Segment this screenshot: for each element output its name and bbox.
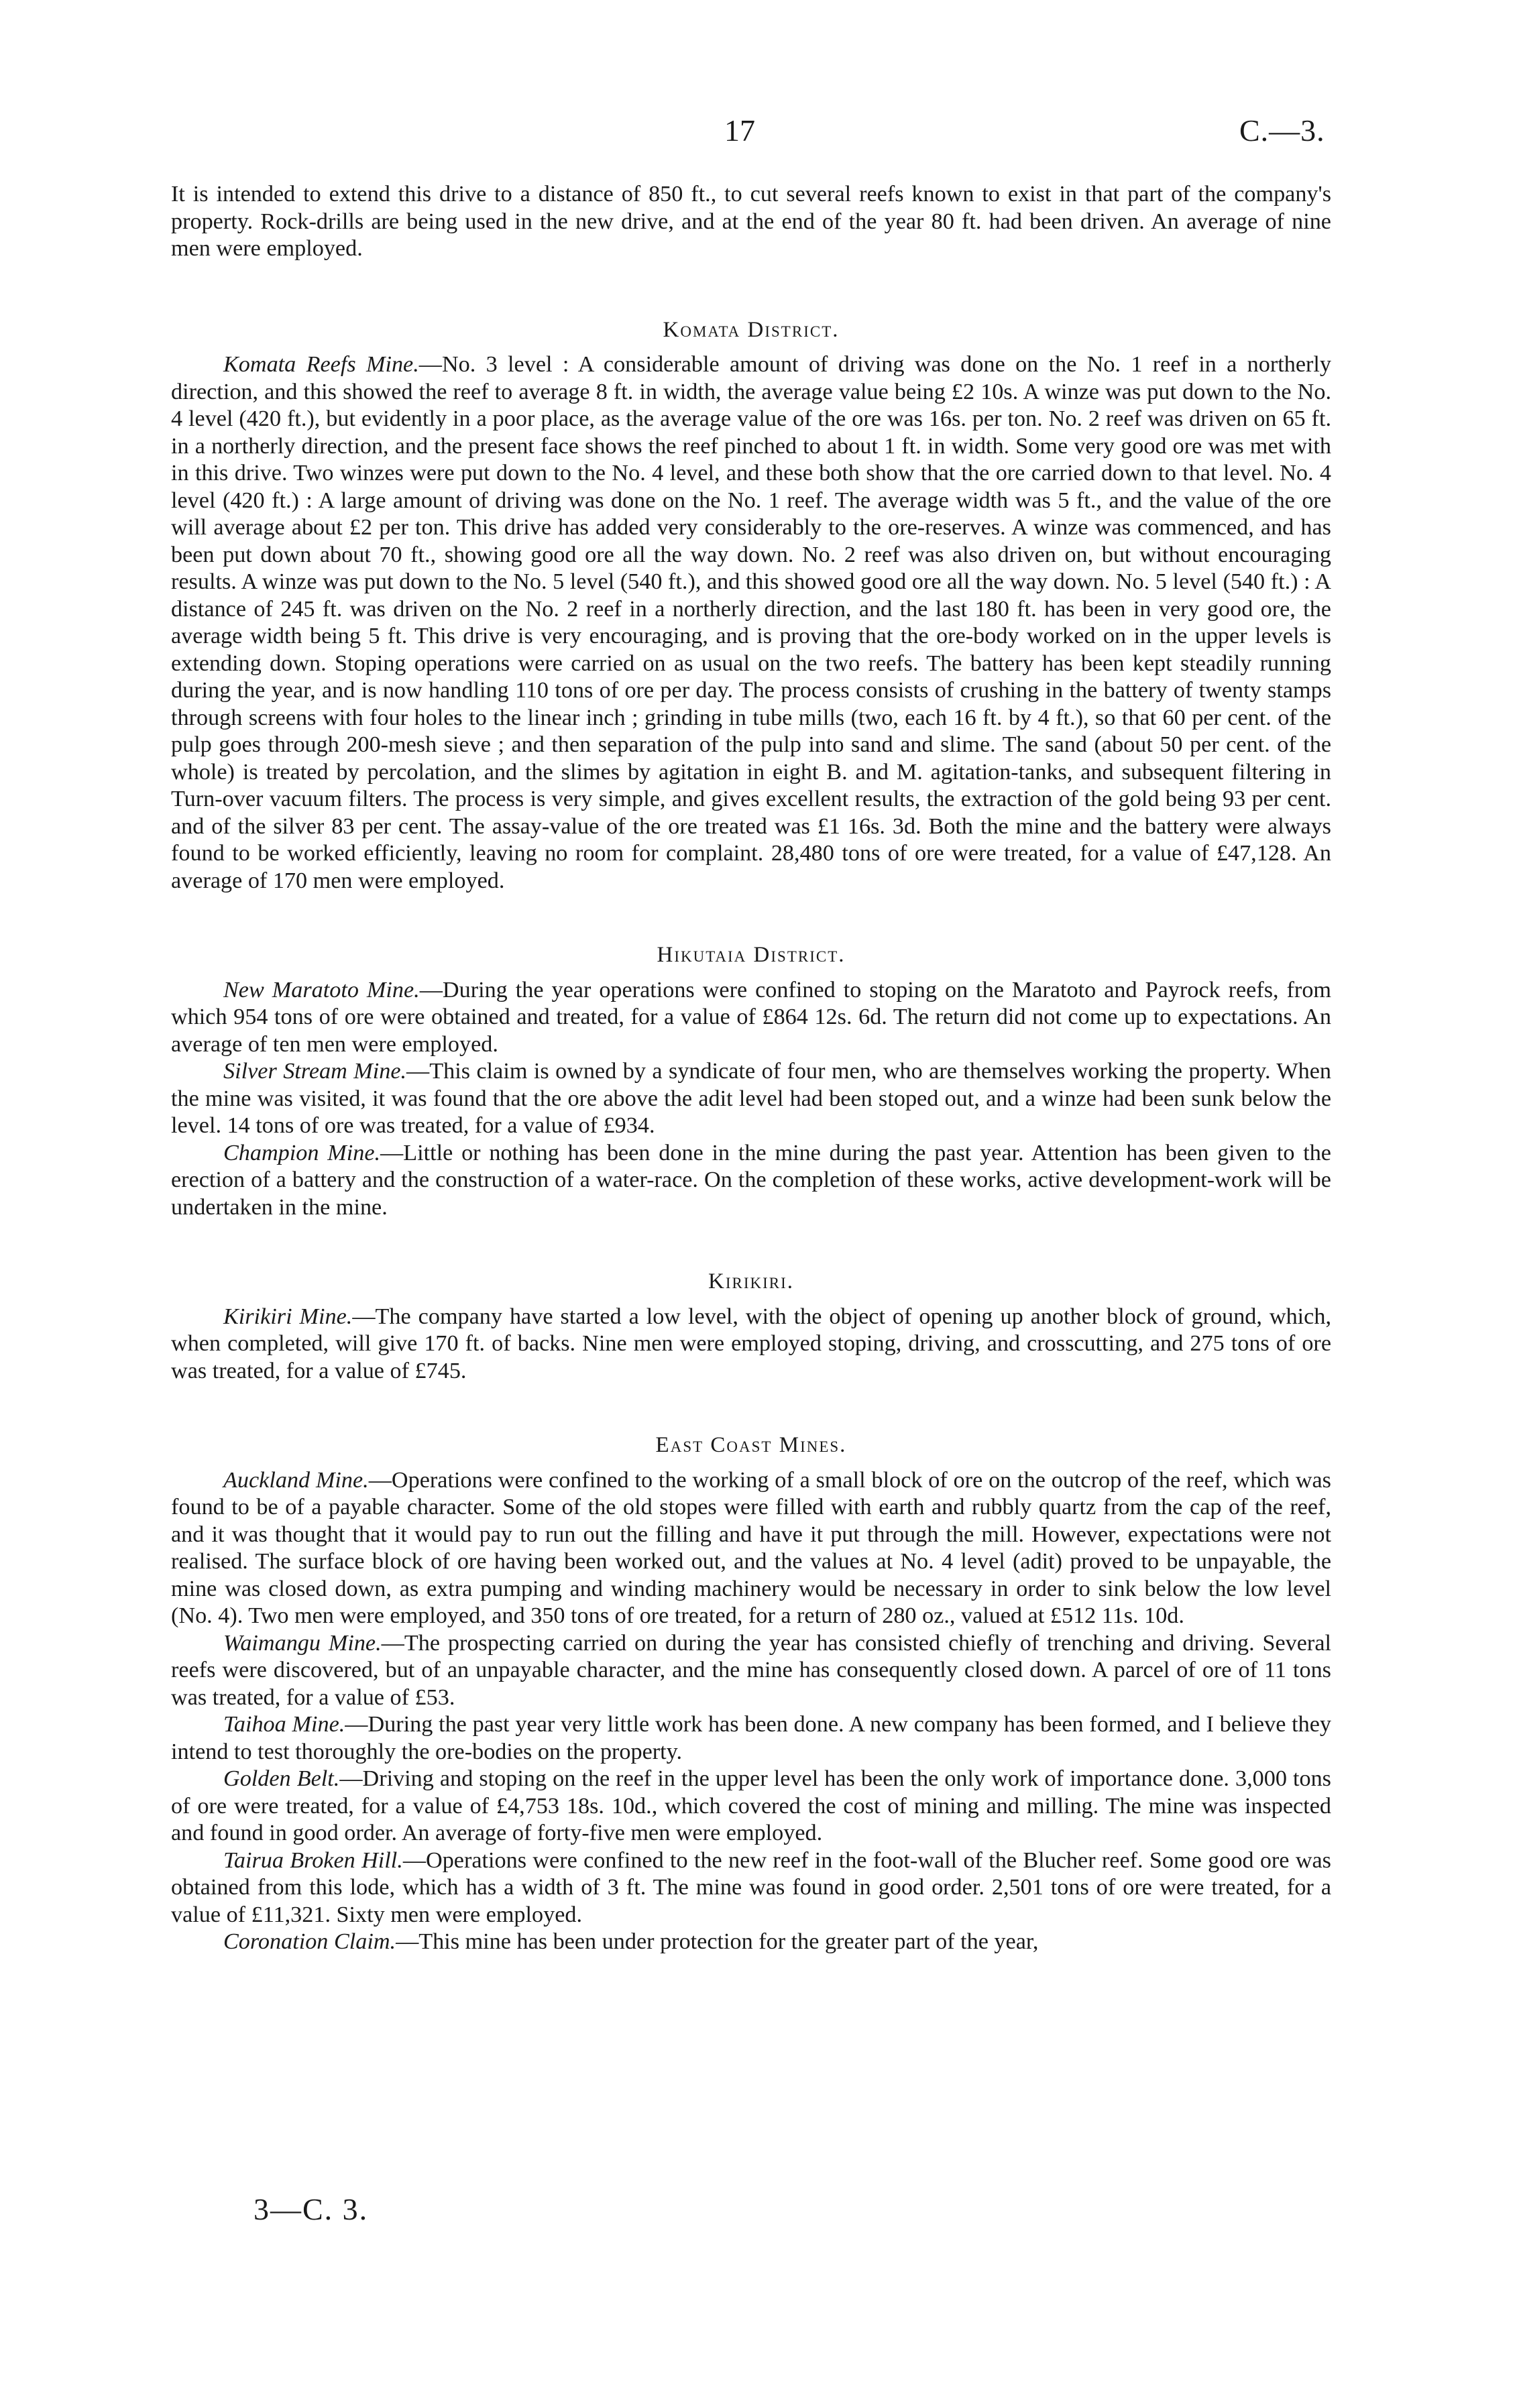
paragraph-tairua	[171, 1847, 1331, 1929]
paragraph-coronation	[171, 1929, 1331, 1956]
paragraph-waimangu	[171, 1630, 1331, 1712]
paragraph-text: —Operations were confined to the working of a small block of ore on the outcrop of the reef, which was found to be of a payable character. Some of the old stopes were filled with earth and rubbly quartz from the cap of the reef, and it was thought that it would pay to run out the filling and have it put through the mill. However, expectations were not realised. The surface block of ore having been worked out, and the values at No. 4 level (adit) proved to be unpayable, the mine was closed down, as extra pumping and winding machinery would be necessary in order to sink below the low level (No. 4). Two men were employed, and 350 tons of ore treated, for a return of 280 oz., valued at £512 11s. 10d.	[171, 1467, 1331, 1628]
paragraph-silver-stream	[171, 1058, 1331, 1140]
paragraph-text: —The company have started a low level, with the object of opening up another block of ground, which, when completed, will give 170 ft. of backs. Nine men were employed stoping, driving, and crosscutting, and 275 tons of ore was treated, for a value of £745.	[171, 1304, 1332, 1383]
paragraph-text: —Operations were confined to the new reef in the foot-wall of the Blucher reef. Some good ore was obtained from this lode, which has a width of 3 ft. The mine was found in good order. 2,501 tons of ore were treated, for a value of £11,321. Sixty men were employed.	[171, 1847, 1331, 1927]
paragraph-text: —During the year operations were confined to stoping on the Maratoto and Payrock reefs, from which 954 tons of ore were obtained and treated, for a value of £864 12s. 6d. The return did not come up to expectations. An average of ten men were employed.	[171, 977, 1332, 1057]
section-heading-hikutaia: Hikutaia District.	[657, 943, 846, 967]
paragraph-auckland	[171, 1467, 1331, 1630]
paragraph-text: —Driving and stoping on the reef in the upper level has been the only work of importance done. 3,000 tons of ore were treated, for a value of £4,753 18s. 10d., which covered the cost of mining and milling. The mine was inspected and found in good order. An average of forty-five men were employed.	[171, 1766, 1331, 1845]
mine-name: Komata Reefs Mine.	[223, 352, 419, 377]
paragraph-taihoa	[171, 1711, 1331, 1766]
page-footer-signature: 3—C. 3.	[253, 2192, 369, 2226]
mine-name: Tairua Broken Hill.	[223, 1847, 403, 1873]
paragraph-text: —The prospecting carried on during the year has consisted chiefly of trenching and driving. Several reefs were discovered, but of an unpayable character, and the mine has consequently closed down. A parcel of ore of 11 tons was treated, for a value of £53.	[171, 1630, 1331, 1710]
mine-name: Auckland Mine.	[223, 1467, 369, 1493]
section-heading-komata: Komata District.	[663, 317, 840, 342]
paragraph-komata-reefs	[171, 351, 1331, 895]
mine-name: New Maratoto Mine.	[223, 977, 420, 1002]
mine-name: Waimangu Mine.	[223, 1630, 382, 1656]
section-heading-east-coast: East Coast Mines.	[655, 1433, 847, 1457]
paragraph-text: —This mine has been under protection for the greater part of the year,	[396, 1929, 1039, 1954]
paragraph-text: —This claim is owned by a syndicate of four men, who are themselves working the property. When the mine was visited, it was found that the ore above the adit level had been stoped out, and a winze had been sunk below the level. 14 tons of ore was treated, for a value of £934.	[171, 1059, 1331, 1138]
mine-name: Golden Belt.	[223, 1766, 340, 1791]
document-body	[171, 181, 1331, 1956]
intro-paragraph: It is intended to extend this drive to a distance of 850 ft., to cut several reefs known to exist in that part of the company's property. Rock-drills are being used in the new drive, and at the end of the year 80 ft. had been driven. An average of nine men were employed.	[171, 182, 1331, 261]
paragraph-text: —Little or nothing has been done in the mine during the past year. Attention has been given to the erection of a battery and the construction of a water-race. On the completion of these works, active development-work will be undertaken in the mine.	[171, 1140, 1331, 1220]
page-number: 17	[724, 113, 755, 148]
section-heading-kirikiri: Kirikiri.	[708, 1269, 794, 1294]
mine-name: Coronation Claim.	[223, 1929, 396, 1954]
report-reference: C.—3.	[1239, 113, 1325, 148]
paragraph-champion	[171, 1140, 1331, 1222]
paragraph-text: —No. 3 level : A considerable amount of driving was done on the No. 1 reef in a northerly direction, and this showed the reef to average 8 ft. in width, the average value being £2 10s. A winze was put down to the No. 4 level (420 ft.), but evidently in a poor place, as the average value of the ore was 16s. per ton. No. 2 reef was driven on 65 ft. in a northerly direction, and the present face shows the reef pinched to about 1 ft. in width. Some very good ore was met with in this drive. Two winzes were put down to the No. 4 level, and these both show that the ore carried down to that level. No. 4 level (420 ft.) : A large amount of driving was done on the No. 1 reef. The average width was 5 ft., and the value of the ore will average about £2 per ton. This drive has added very considerably to the ore-reserves. A winze was commenced, and has been put down about 70 ft., showing good ore all the way down. No. 2 reef was also driven on, but without encouraging results. A winze was put down to the No. 5 level (540 ft.), and this showed good ore all the way down. No. 5 level (540 ft.) : A distance of 245 ft. was driven on the No. 2 reef in a northerly direction, and the last 180 ft. has been in very good ore, the average width being 5 ft. This drive is very encouraging, and is proving that the ore-body worked on in the upper levels is extending down. Stoping operations were carried on as usual on the two reefs. The battery has been kept steadily running during the year, and is now handling 110 tons of ore per day. The process consists of crushing in the battery of twenty stamps through screens with four holes to the linear inch ; grinding in tube mills (two, each 16 ft. by 4 ft.), so that 60 per cent. of the pulp goes through 200-mesh sieve ; and then separation of the pulp into sand and slime. The sand (about 50 per cent. of the whole) is treated by percolation, and the slimes by agitation in eight B. and M. agitation-tanks, and subsequent filtering in Turn-over vacuum filters. The process is very simple, and gives excellent results, the extraction of the gold being 93 per cent. and of the silver 83 per cent. The assay-value of the ore treated was £1 16s. 3d. Both the mine and the battery were always found to be worked efficiently, leaving no room for complaint. 28,480 tons of ore were treated, for a value of £47,128. An average of 170 men were employed.	[171, 352, 1331, 893]
mine-name: Champion Mine.	[223, 1140, 381, 1165]
mine-name: Silver Stream Mine.	[223, 1059, 407, 1084]
paragraph-new-maratoto	[171, 977, 1331, 1059]
mine-name: Kirikiri Mine.	[223, 1304, 353, 1329]
paragraph-kirikiri	[171, 1304, 1331, 1385]
mine-name: Taihoa Mine.	[223, 1712, 345, 1737]
paragraph-text: —During the past year very little work has been done. A new company has been formed, and I believe they intend to test thoroughly the ore-bodies on the property.	[171, 1712, 1331, 1764]
paragraph-golden-belt	[171, 1766, 1331, 1847]
